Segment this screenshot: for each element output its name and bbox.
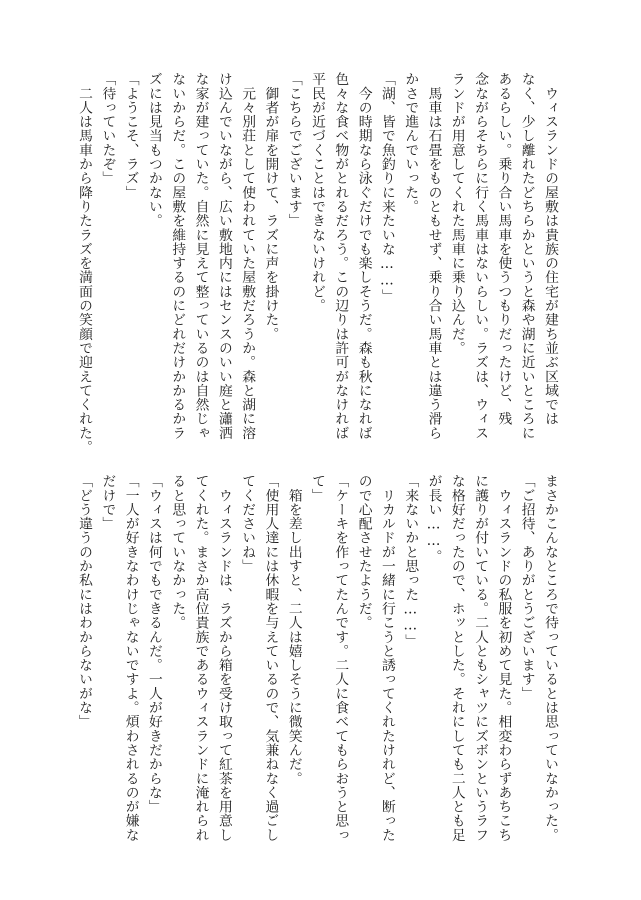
- upper-text-block: [72, 72, 561, 455]
- lower-text-line: 「来ないかと思った……」: [402, 474, 419, 649]
- lower-text-line: ると思っていなかった。: [169, 474, 186, 630]
- upper-text-line: 御者が扉を開けて、ラズに声を掛けた。: [262, 72, 279, 341]
- upper-text-line: ウィスランドの屋敷は貴族の住宅が建ち並ぶ区域では: [542, 72, 558, 426]
- upper-text-line: 「ようこそ、ラズ」: [122, 72, 139, 200]
- upper-text-line: 「こちらでございます」: [285, 72, 302, 228]
- upper-text-line: 念ながらそちらに行く馬車はないらしい。ラズは、ウィス: [472, 72, 489, 440]
- upper-text-line: 二人は馬車から降りたラズを満面の笑顔で迎えてくれた。: [76, 72, 93, 455]
- lower-text-block: [72, 474, 561, 854]
- upper-text-line: かさで進んでいった。: [402, 72, 419, 214]
- lower-text-line: が長い……。: [425, 474, 442, 564]
- upper-text-line: 馬車は石畳をものともせず、乗り合い馬車とは違う滑ら: [425, 72, 442, 440]
- upper-text-line: ズには見当もつかない。: [145, 72, 162, 228]
- upper-text-line: なく、少し離れたどちらかというと森や湖に近いところに: [518, 72, 535, 440]
- upper-text-line: 「湖、皆で魚釣りに来たいな……」: [378, 72, 395, 303]
- lower-text-line: てくださいね」: [239, 474, 256, 574]
- lower-text-line: リカルドが一緒に行こうと誘ってくれたけれど、断った: [378, 474, 395, 842]
- lower-text-line: 「どう違うのか私にはわからないがな」: [76, 474, 93, 729]
- lower-text-line: てくれた。まさか高位貴族であるウィスランドに淹れられ: [192, 474, 209, 842]
- upper-text-line: 今の時期なら泳ぐだけでも楽しそうだ。森も秋になれば: [355, 72, 372, 440]
- lower-text-line: だけで」: [99, 474, 116, 531]
- lower-text-line: 「ご招待、ありがとうございます」: [518, 474, 535, 701]
- lower-text-line: ウィスランドは、ラズから箱を受け取って紅茶を用意し: [215, 474, 232, 842]
- upper-text-line: な家が建っていた。自然に見えて整っているのは自然じゃ: [192, 72, 209, 440]
- upper-text-line: け込んでいながら、広い敷地内にはセンスのいい庭と瀟洒: [215, 72, 232, 440]
- lower-text-line: な格好だったので、ホッとした。それにしても二人とも足: [448, 474, 465, 842]
- lower-text-line: ウィスランドの私服を初めて見た。相変わらずあちこち: [495, 474, 512, 842]
- lower-text-line: 箱を差し出すと、二人は嬉しそうに微笑んだ。: [285, 474, 302, 786]
- lower-text-line: に護りが付いている。二人ともシャツにズボンというラフ: [472, 474, 489, 842]
- upper-text-line: ランドが用意してくれた馬車に乗り込んだ。: [448, 72, 465, 355]
- lower-text-line: 「使用人達には休暇を与えているので、気兼ねなく過ごし: [262, 474, 279, 842]
- upper-text-line: 元々別荘として使われていた屋敷だろうか。森と湖に溶: [239, 72, 256, 440]
- lower-text-line: 「ケーキを作ってたんです。二人に食べてもらおうと思っ: [332, 474, 349, 842]
- upper-text-line: ないからだ。この屋敷を維持するのにどれだけかかるかラ: [169, 72, 186, 440]
- lower-text-line: まさかこんなところで待っているとは思っていなかった。: [542, 474, 558, 842]
- lower-text-line: て」: [309, 474, 326, 503]
- lower-text-line: ので心配させたようだ。: [355, 474, 372, 630]
- upper-text-line: 平民が近づくことはできないけれど。: [309, 72, 326, 313]
- upper-text-line: 色々な食べ物がとれるだろう。この辺りは許可がなければ: [332, 72, 349, 440]
- lower-text-line: 「一人が好きなわけじゃないですよ。煩わされるのが嫌な: [122, 474, 139, 842]
- upper-text-line: あるらしい。乗り合い馬車を使うつもりだったけど、残: [495, 72, 512, 426]
- lower-text-line: 「ウィスは何でもできるんだ。一人が好きだからな」: [145, 474, 162, 814]
- upper-text-line: 「待っていたぞ」: [99, 72, 116, 186]
